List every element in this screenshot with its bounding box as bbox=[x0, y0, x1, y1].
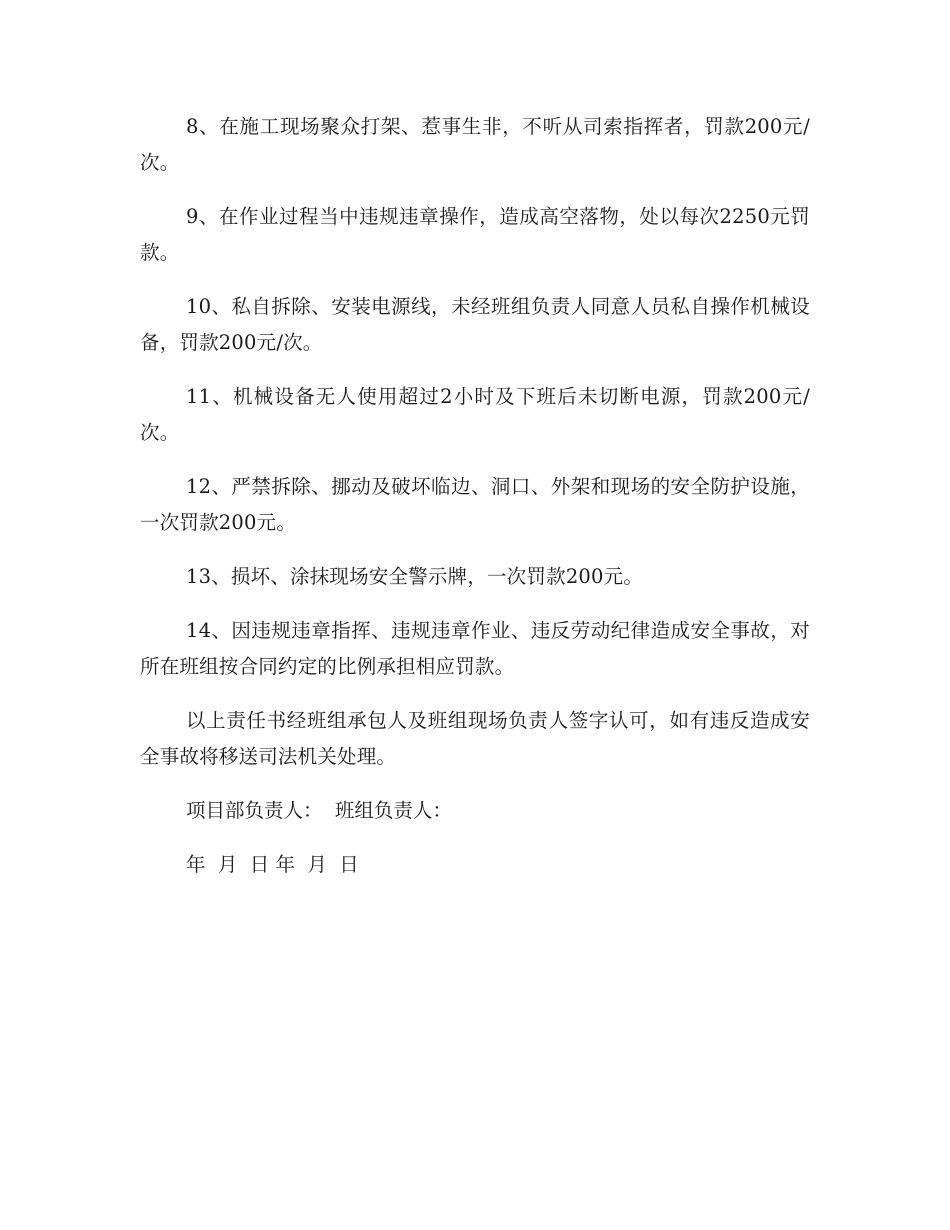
rule-item-8: 8、在施工现场聚众打架、惹事生非，不听从司索指挥者，罚款200元/次。 bbox=[140, 115, 810, 174]
rule-item-12: 12、严禁拆除、挪动及破坏临边、洞口、外架和现场的安全防护设施，一次罚款200元。 bbox=[140, 475, 810, 534]
rule-item-9: 9、在作业过程当中违规违章操作，造成高空落物，处以每次2250元罚款。 bbox=[140, 205, 810, 264]
closing-statement: 以上责任书经班组承包人及班组现场负责人签字认可，如有违反造成安全事故将移送司法机关处理。 bbox=[140, 709, 810, 768]
rule-item-10: 10、私自拆除、安装电源线，未经班组负责人同意人员私自操作机械设备，罚款200元/次。 bbox=[140, 295, 810, 354]
date-line: 年 月 日 年 月 日 bbox=[186, 853, 359, 876]
document-page bbox=[140, 109, 810, 901]
rule-item-11: 11、机械设备无人使用超过2小时及下班后未切断电源，罚款200元/次。 bbox=[140, 385, 810, 444]
rule-item-13: 13、损坏、涂抹现场安全警示牌，一次罚款200元。 bbox=[186, 565, 644, 588]
rule-item-14: 14、因违规违章指挥、违规违章作业、违反劳动纪律造成安全事故，对所在班组按合同约定的比例承担相应罚款。 bbox=[140, 619, 810, 678]
signature-line: 项目部负责人： 班组负责人： bbox=[186, 799, 452, 822]
